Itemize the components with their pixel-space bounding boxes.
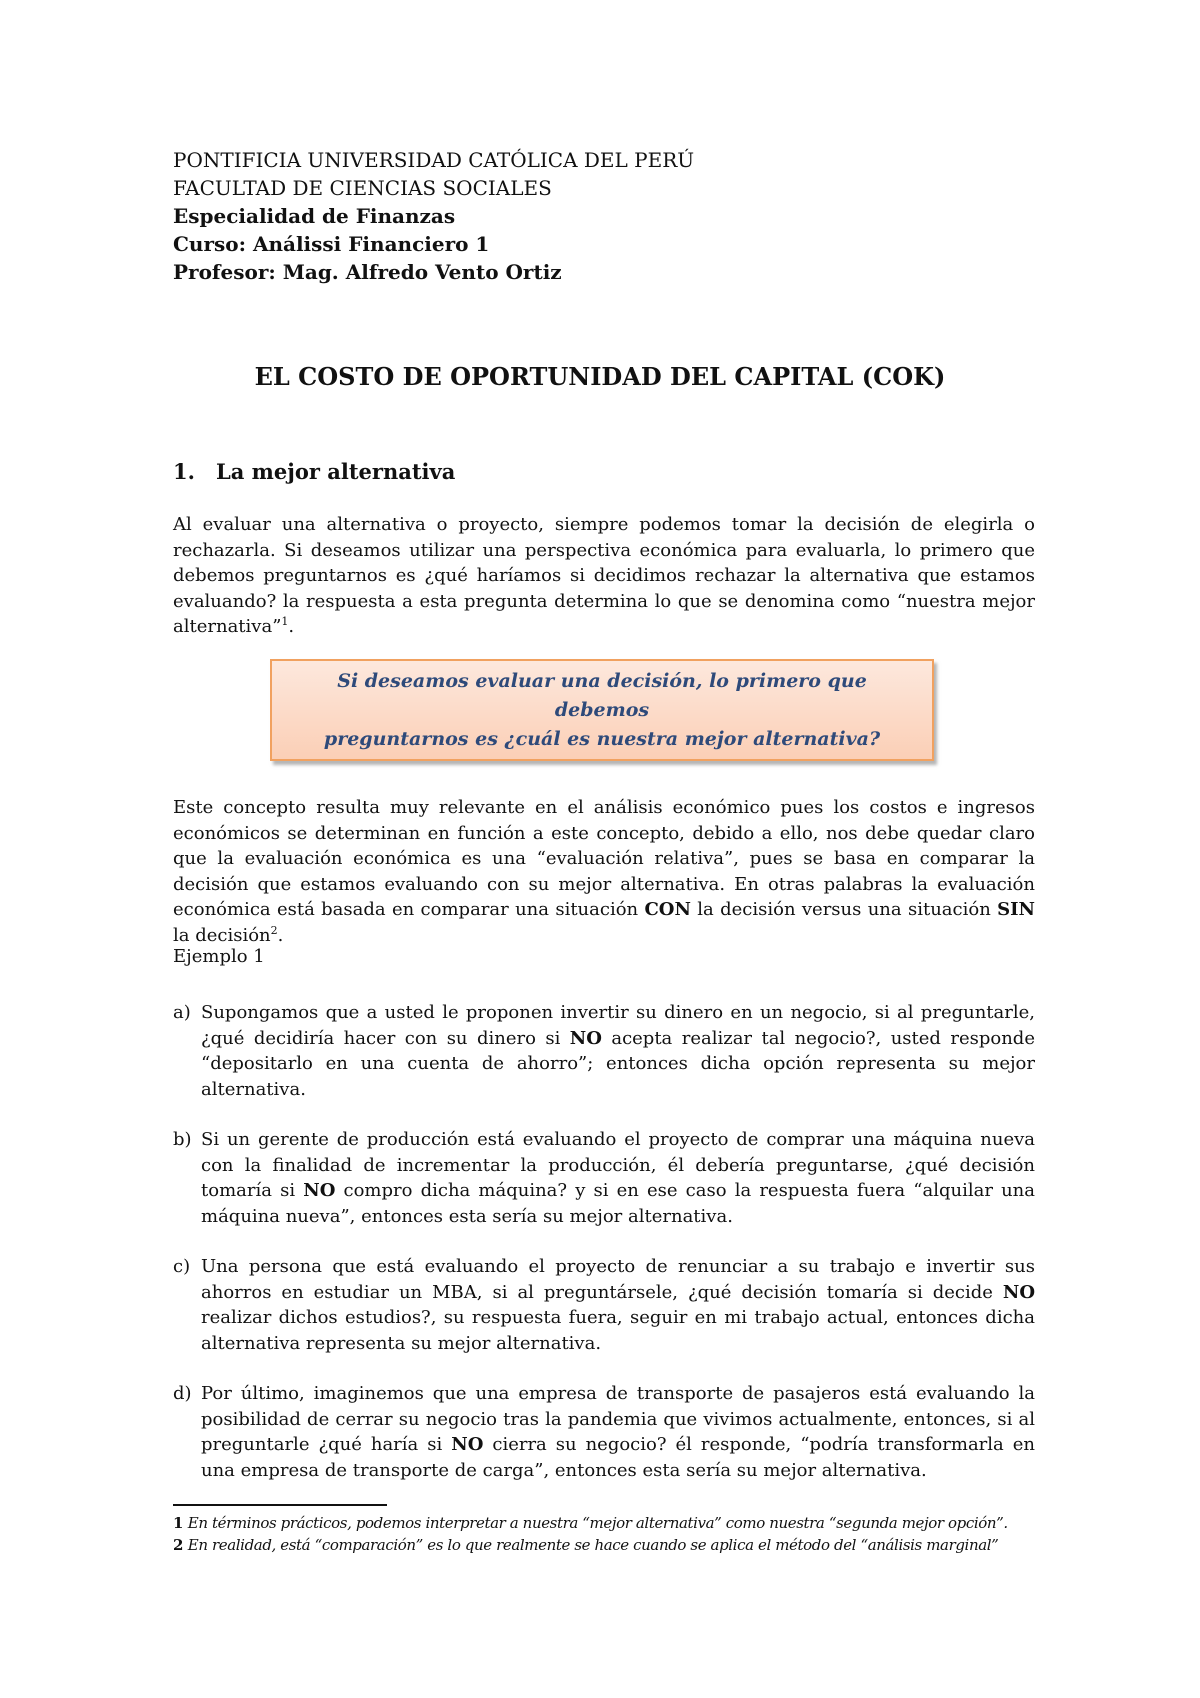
list-marker: c) xyxy=(173,1256,191,1277)
concept-bold-sin: SIN xyxy=(997,899,1035,920)
list-item-bold: NO xyxy=(451,1434,484,1455)
section-number: 1. xyxy=(173,459,195,484)
list-marker: b) xyxy=(173,1129,192,1150)
footnotes xyxy=(173,1512,1008,1556)
intro-text: Al evaluar una alternativa o proyecto, siempre podemos tomar la decisión de elegirla o rechazarla. Si deseamos utilizar una perspectiva económica para evaluarla, lo primero que debemos preguntarnos es ¿qué haríamos si decidimos rechazar la alternativa que estamos evaluando? la respuesta a esta pregunta determina lo que se denomina como “nuestra mejor alternativa” xyxy=(173,514,1035,637)
list-item xyxy=(173,1254,1035,1356)
list-item xyxy=(173,1381,1035,1483)
footnote-text: En realidad, está “comparación” es lo que realmente se hace cuando se aplica el método del “análisis marginal” xyxy=(183,1536,999,1554)
document-title: EL COSTO DE OPORTUNIDAD DEL CAPITAL (COK) xyxy=(254,362,946,391)
list-item-text: Supongamos que a usted le proponen invertir su dinero en un negocio, si al preguntarle, ¿qué decidiría hacer con su dinero si xyxy=(201,1002,1035,1049)
concept-paragraph xyxy=(173,795,1035,948)
list-item-text: Una persona que está evaluando el proyecto de renunciar a su trabajo e invertir sus ahorros en estudiar un MBA, si al preguntársele, ¿qué decisión tomaría si decide xyxy=(201,1256,1035,1303)
footnote-2 xyxy=(173,1534,1008,1556)
list-item xyxy=(173,1127,1035,1229)
specialty-name: Especialidad de Finanzas xyxy=(173,204,456,228)
footnote-number: 1 xyxy=(173,1514,184,1532)
list-item-text: realizar dichos estudios?, su respuesta fuera, seguir en mi trabajo actual, entonces dicha alternativa representa su mejor alternativa. xyxy=(201,1307,1035,1354)
list-item-text: cierra su negocio? él responde, “podría transformarla en una empresa de transporte de carga”, entonces esta sería su mejor alternativa. xyxy=(201,1434,1035,1481)
list-item-text: acepta realizar tal negocio?, usted responde “depositarlo en una cuenta de ahorro”; entonces dicha opción representa su mejor alternativa. xyxy=(201,1027,1035,1100)
footnote-separator xyxy=(173,1504,387,1506)
concept-text-2: la decisión versus una situación xyxy=(690,899,998,920)
list-item xyxy=(173,1000,1035,1102)
document-header xyxy=(173,146,694,286)
list-item-text: Si un gerente de producción está evaluando el proyecto de comprar una máquina nueva con la finalidad de incrementar la producción, él debería preguntarse, ¿qué decisión tomaría si xyxy=(201,1129,1035,1201)
concept-bold-con: CON xyxy=(644,899,691,920)
list-marker: a) xyxy=(173,1002,191,1023)
list-item-bold: NO xyxy=(569,1027,602,1049)
example-label: Ejemplo 1 xyxy=(173,946,265,967)
concept-text-1: Este concepto resulta muy relevante en el análisis económico pues los costos e ingresos económicos se determinan en función a este concepto, debido a ello, nos debe quedar claro que la evaluación económica es una “evaluación relativa”, pues se basa en comparar la decisión que estamos evaluando con su mejor alternativa. En otras palabras la evaluación económica está basada en comparar una situación xyxy=(173,797,1035,920)
footnote-1 xyxy=(173,1512,1008,1534)
example-list xyxy=(173,1000,1035,1508)
professor-name: Profesor: Mag. Alfredo Vento Ortiz xyxy=(173,260,562,284)
callout-line-2: preguntarnos es ¿cuál es nuestra mejor alternativa? xyxy=(323,727,881,750)
footnote-text: En términos prácticos, podemos interpretar a nuestra “mejor alternativa” como nuestra “segunda mejor opción”. xyxy=(183,1514,1008,1532)
footnote-ref-2: 2 xyxy=(270,923,278,937)
intro-end: . xyxy=(288,616,295,637)
footnote-ref-1: 1 xyxy=(281,615,289,628)
callout-line-1: Si deseamos evaluar una decisión, lo primero que debemos xyxy=(337,669,867,721)
faculty-name: FACULTAD DE CIENCIAS SOCIALES xyxy=(173,176,552,200)
callout-text xyxy=(312,667,892,754)
list-item-bold: NO xyxy=(303,1180,336,1201)
footnote-number: 2 xyxy=(173,1536,184,1554)
course-name: Curso: Análissi Financiero 1 xyxy=(173,232,490,256)
callout-box xyxy=(270,659,934,761)
list-item-text: Por último, imaginemos que una empresa de transporte de pasajeros está evaluando la posibilidad de cerrar su negocio tras la pandemia que vivimos actualmente, entonces, si al preguntarle ¿qué haría si xyxy=(201,1383,1035,1455)
intro-paragraph xyxy=(173,512,1035,640)
list-item-bold: NO xyxy=(1002,1281,1035,1303)
concept-end: . xyxy=(277,924,284,946)
list-item-text: compro dicha máquina? y si en ese caso la respuesta fuera “alquilar una máquina nueva”, entonces esta sería su mejor alternativa. xyxy=(201,1180,1035,1227)
university-name: PONTIFICIA UNIVERSIDAD CATÓLICA DEL PERÚ xyxy=(173,148,695,172)
section-title: La mejor alternativa xyxy=(216,459,456,484)
section-heading xyxy=(173,459,455,484)
list-marker: d) xyxy=(173,1383,192,1404)
concept-text-3: la decisión xyxy=(173,924,271,946)
